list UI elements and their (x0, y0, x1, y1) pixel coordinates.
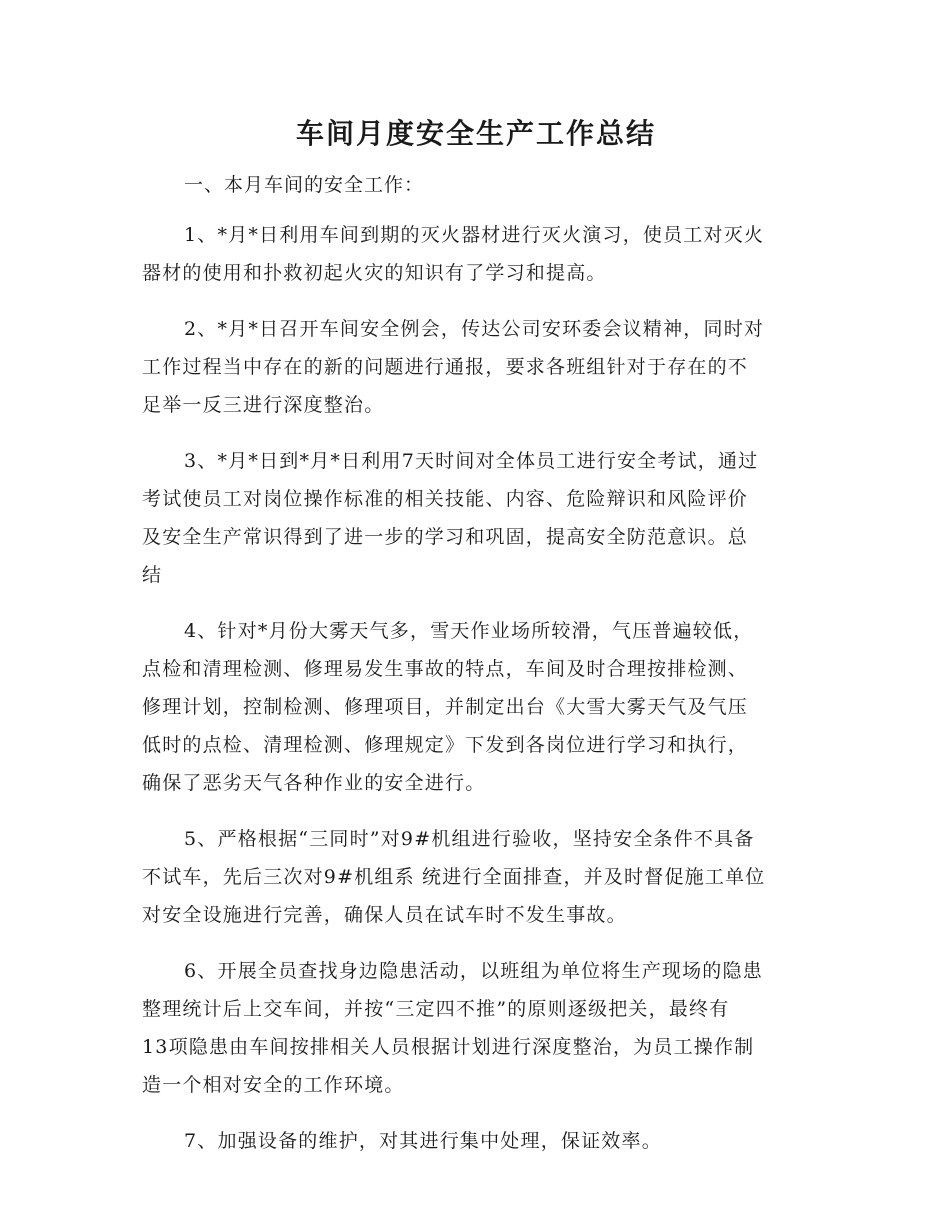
paragraph-line: 7、加强设备的维护，对其进行集中处理，保证效率。 (184, 1130, 662, 1152)
paragraph-line: 6、开展全员查找身边隐患活动，以班组为单位将生产现场的隐患 (184, 960, 763, 982)
paragraph-line: 整理统计后上交车间，并按“三定四不推”的原则逐级把关，最终有 (142, 998, 730, 1020)
section-heading: 一、本月车间的安全工作： (184, 174, 425, 196)
paragraph-item-3 (142, 442, 810, 594)
paragraph-item-5 (142, 820, 810, 934)
paragraph-item-1 (142, 216, 810, 292)
paragraph-line: 4、针对*月份大雾天气多，雪天作业场所较滑，气压普遍较低， (184, 620, 754, 642)
paragraph-item-4 (142, 612, 810, 802)
paragraph-line: 3、*月*日到*月*日利用7天时间对全体员工进行安全考试，通过 (184, 450, 759, 472)
paragraph-item-2 (142, 310, 810, 424)
paragraph-line: 造一个相对安全的工作环境。 (142, 1074, 405, 1096)
paragraph-line: 2、*月*日召开车间安全例会，传达公司安环委会议精神，同时对 (184, 318, 765, 340)
paragraph-line: 5、严格根据“三同时”对9#机组进行验收，坚持安全条件不具备 (184, 828, 755, 850)
paragraph-line: 确保了恶劣天气各种作业的安全进行。 (142, 772, 486, 794)
paragraph-line: 不试车，先后三次对9#机组系 统进行全面排查，并及时督促施工单位 (142, 866, 766, 888)
paragraph-line: 考试使员工对岗位操作标准的相关技能、内容、危险辩识和风险评价 (142, 488, 749, 510)
paragraph-line: 结 (142, 564, 163, 586)
paragraph-line: 1、*月*日利用车间到期的灭火器材进行灭火演习，使员工对灭火 (184, 224, 765, 246)
paragraph-line: 及安全生产常识得到了进一步的学习和巩固，提高安全防范意识。总 (142, 526, 749, 548)
paragraph-line: 足举一反三进行深度整治。 (142, 394, 385, 416)
document-title: 车间月度安全生产工作总结 (295, 117, 656, 150)
paragraph-line: 对安全设施进行完善，确保人员在试车时不发生事故。 (142, 904, 627, 926)
paragraph-item-7 (142, 1122, 810, 1160)
paragraph-line: 工作过程当中存在的新的问题进行通报，要求各班组针对于存在的不 (142, 356, 749, 378)
paragraph-line: 点检和清理检测、修理易发生事故的特点，车间及时合理按排检测、 (142, 658, 749, 680)
paragraph-line: 器材的使用和扑救初起火灾的知识有了学习和提高。 (142, 262, 607, 284)
paragraph-line: 低时的点检、清理检测、修理规定》下发到各岗位进行学习和执行， (142, 734, 749, 756)
paragraph-item-6 (142, 952, 810, 1104)
paragraph-line: 13项隐患由车间按排相关人员根据计划进行深度整治，为员工操作制 (142, 1036, 755, 1058)
paragraph-line: 修理计划，控制检测、修理项目，并制定出台《大雪大雾天气及气压 (142, 696, 749, 718)
